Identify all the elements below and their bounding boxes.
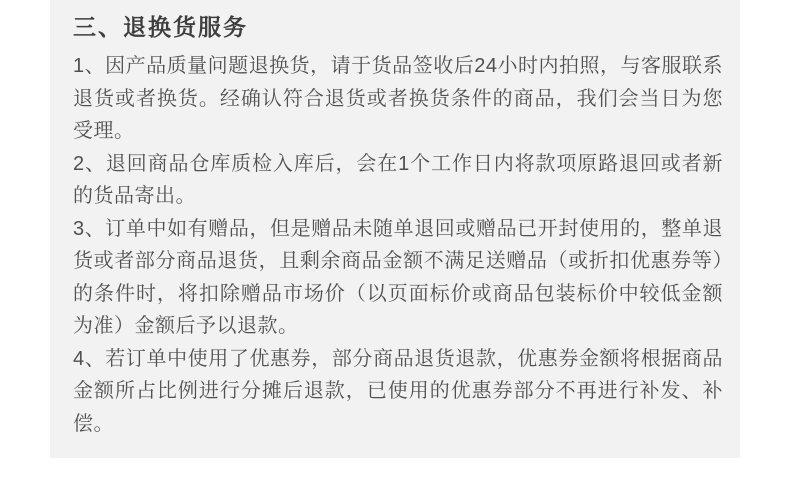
policy-paragraph: 4、若订单中使用了优惠券，部分商品退货退款，优惠券金额将根据商品金额所占比例进行分摊后退款，已使用的优惠券部分不再进行补发、补偿。 <box>73 347 723 435</box>
policy-paragraph: 1、因产品质量问题退换货，请于货品签收后24小时内拍照，与客服联系退货或者换货。经确认符合退货或者换货条件的商品，我们会当日为您受理。 <box>73 55 723 142</box>
policy-paragraphs <box>73 50 723 440</box>
policy-paragraph: 3、订单中如有赠品，但是赠品未随单退回或赠品已开封使用的，整单退货或者部分商品退货，且剩余商品金额不满足送赠品（或折扣优惠券等）的条件时，将扣除赠品市场价（以页面标价或商品包装标价中较低金额为准）金额后予以退款。 <box>73 217 723 337</box>
section-title: 三、退换货服务 <box>73 14 248 40</box>
return-policy-panel <box>50 0 740 458</box>
policy-paragraph: 2、退回商品仓库质检入库后，会在1个工作日内将款项原路退回或者新的货品寄出。 <box>73 152 723 207</box>
